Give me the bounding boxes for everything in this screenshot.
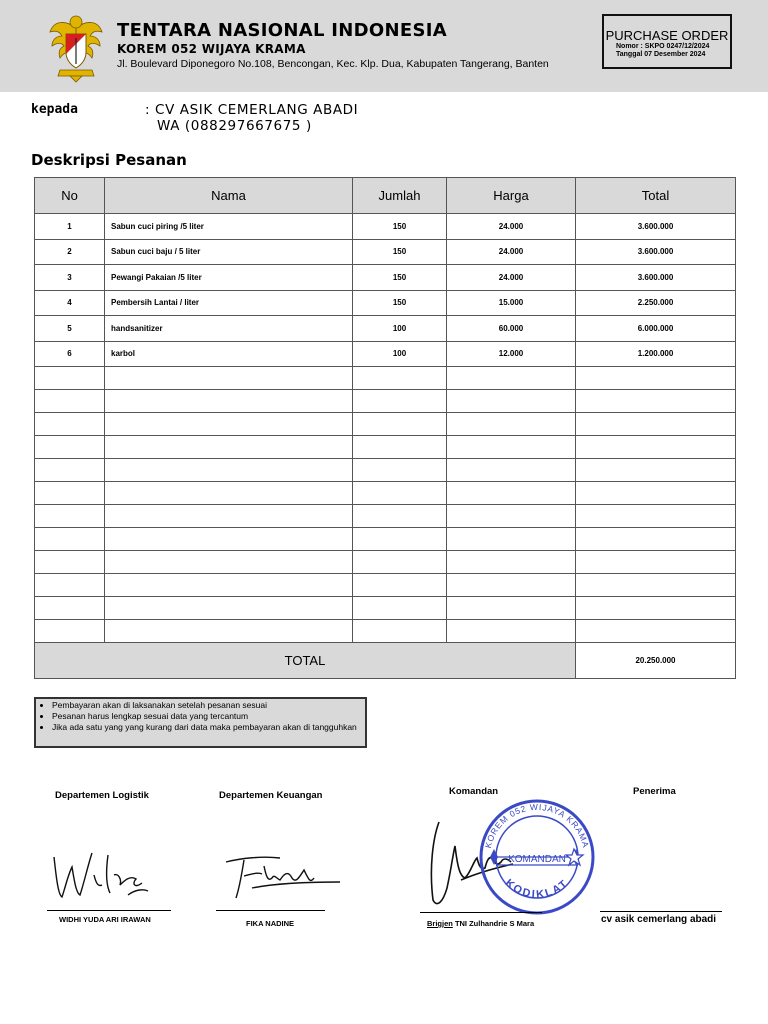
po-date: Tanggal 07 Desember 2024 bbox=[616, 51, 706, 58]
total-label: TOTAL bbox=[35, 643, 576, 679]
cell-nama: Pewangi Pakaian /5 liter bbox=[105, 265, 353, 291]
note-item: • Pembayaran akan di laksanakan setelah pesanan sesuai bbox=[52, 700, 365, 711]
cell-jumlah: 150 bbox=[353, 290, 447, 316]
cell-nama: Pembersih Lantai / liter bbox=[105, 290, 353, 316]
cell-nama: handsanitizer bbox=[105, 316, 353, 342]
empty-cell bbox=[35, 413, 105, 436]
table-row bbox=[35, 316, 736, 342]
header-nama: Nama bbox=[105, 178, 353, 214]
tni-emblem-icon bbox=[48, 10, 104, 84]
cell-no: 4 bbox=[35, 290, 105, 316]
cell-harga: 12.000 bbox=[447, 341, 576, 367]
empty-cell bbox=[447, 551, 576, 574]
cell-nama: karbol bbox=[105, 341, 353, 367]
empty-cell bbox=[576, 597, 736, 620]
empty-cell bbox=[576, 528, 736, 551]
empty-cell bbox=[353, 436, 447, 459]
empty-cell bbox=[105, 528, 353, 551]
empty-cell bbox=[447, 597, 576, 620]
sig-rank-komandan: Brigjen bbox=[427, 919, 453, 928]
empty-cell bbox=[35, 528, 105, 551]
empty-cell bbox=[576, 390, 736, 413]
sig-label-logistik: Departemen Logistik bbox=[55, 790, 149, 801]
komandan-stamp bbox=[476, 797, 598, 917]
total-row bbox=[35, 643, 736, 679]
empty-cell bbox=[105, 459, 353, 482]
table-row bbox=[35, 290, 736, 316]
empty-cell bbox=[447, 574, 576, 597]
cell-total: 2.250.000 bbox=[576, 290, 736, 316]
empty-table-row bbox=[35, 574, 736, 597]
empty-cell bbox=[576, 505, 736, 528]
org-title: TENTARA NASIONAL INDONESIA bbox=[117, 20, 447, 41]
empty-table-row bbox=[35, 436, 736, 459]
sig-name-komandan bbox=[427, 919, 534, 928]
note-item: • Pesanan harus lengkap sesuai data yang tercantum bbox=[52, 711, 365, 722]
empty-cell bbox=[447, 482, 576, 505]
cell-harga: 15.000 bbox=[447, 290, 576, 316]
empty-table-row bbox=[35, 367, 736, 390]
empty-cell bbox=[353, 367, 447, 390]
cell-nama: Sabun cuci piring /5 liter bbox=[105, 214, 353, 240]
cell-no: 1 bbox=[35, 214, 105, 240]
sig-line-keuangan bbox=[216, 910, 325, 911]
sig-name-keuangan: FIKA NADINE bbox=[246, 919, 295, 928]
empty-cell bbox=[35, 574, 105, 597]
signature-logistik bbox=[48, 845, 153, 905]
empty-cell bbox=[447, 528, 576, 551]
empty-cell bbox=[353, 505, 447, 528]
sig-name-logistik: WIDHI YUDA ARI IRAWAN bbox=[59, 915, 151, 924]
empty-cell bbox=[447, 413, 576, 436]
table-header-row bbox=[35, 178, 736, 214]
empty-table-row bbox=[35, 505, 736, 528]
empty-cell bbox=[353, 413, 447, 436]
empty-cell bbox=[105, 597, 353, 620]
stamp-top-text: KOREM 052 WIJAYA KRAMA bbox=[482, 801, 592, 850]
empty-cell bbox=[35, 551, 105, 574]
cell-no: 3 bbox=[35, 265, 105, 291]
empty-cell bbox=[35, 390, 105, 413]
empty-cell bbox=[447, 390, 576, 413]
empty-cell bbox=[576, 413, 736, 436]
recipient-phone: WA (088297667675 ) bbox=[157, 118, 312, 134]
sig-line-penerima bbox=[600, 911, 722, 912]
empty-cell bbox=[576, 574, 736, 597]
empty-table-row bbox=[35, 551, 736, 574]
signature-keuangan bbox=[222, 848, 342, 906]
empty-cell bbox=[35, 620, 105, 643]
empty-cell bbox=[576, 482, 736, 505]
empty-cell bbox=[35, 436, 105, 459]
empty-table-row bbox=[35, 413, 736, 436]
cell-harga: 24.000 bbox=[447, 239, 576, 265]
cell-total: 3.600.000 bbox=[576, 214, 736, 240]
empty-table-row bbox=[35, 597, 736, 620]
empty-cell bbox=[353, 528, 447, 551]
po-number: Nomor : SKPO 0247/12/2024 bbox=[616, 43, 710, 50]
empty-cell bbox=[576, 551, 736, 574]
cell-jumlah: 150 bbox=[353, 214, 447, 240]
empty-cell bbox=[447, 459, 576, 482]
empty-cell bbox=[447, 436, 576, 459]
empty-cell bbox=[576, 436, 736, 459]
table-row bbox=[35, 239, 736, 265]
empty-cell bbox=[447, 367, 576, 390]
empty-cell bbox=[105, 482, 353, 505]
payment-notes bbox=[34, 697, 367, 748]
cell-harga: 24.000 bbox=[447, 214, 576, 240]
empty-cell bbox=[353, 551, 447, 574]
cell-jumlah: 100 bbox=[353, 341, 447, 367]
po-title: PURCHASE ORDER bbox=[605, 28, 729, 43]
table-row bbox=[35, 265, 736, 291]
empty-table-row bbox=[35, 459, 736, 482]
header-harga: Harga bbox=[447, 178, 576, 214]
empty-cell bbox=[105, 574, 353, 597]
cell-no: 5 bbox=[35, 316, 105, 342]
empty-table-row bbox=[35, 620, 736, 643]
empty-table-row bbox=[35, 482, 736, 505]
empty-cell bbox=[105, 390, 353, 413]
cell-total: 6.000.000 bbox=[576, 316, 736, 342]
cell-harga: 60.000 bbox=[447, 316, 576, 342]
stamp-bottom-text: KODIKLAT bbox=[502, 877, 572, 901]
cell-total: 3.600.000 bbox=[576, 239, 736, 265]
cell-no: 6 bbox=[35, 341, 105, 367]
empty-cell bbox=[353, 574, 447, 597]
table-row bbox=[35, 214, 736, 240]
empty-cell bbox=[353, 390, 447, 413]
org-subtitle: KOREM 052 WIJAYA KRAMA bbox=[117, 42, 306, 56]
sig-line-logistik bbox=[47, 910, 171, 911]
sig-label-keuangan: Departemen Keuangan bbox=[219, 790, 323, 801]
table-row bbox=[35, 341, 736, 367]
empty-cell bbox=[105, 413, 353, 436]
empty-cell bbox=[576, 367, 736, 390]
empty-cell bbox=[105, 505, 353, 528]
svg-text:KODIKLAT bbox=[503, 877, 572, 901]
cell-nama: Sabun cuci baju / 5 liter bbox=[105, 239, 353, 265]
purchase-order-box bbox=[602, 14, 732, 69]
empty-cell bbox=[35, 459, 105, 482]
org-address: Jl. Boulevard Diponegoro No.108, Bencongan, Kec. Klp. Dua, Kabupaten Tangerang, Banten bbox=[117, 58, 549, 70]
empty-cell bbox=[35, 482, 105, 505]
cell-total: 3.600.000 bbox=[576, 265, 736, 291]
cell-harga: 24.000 bbox=[447, 265, 576, 291]
order-table bbox=[34, 177, 736, 679]
empty-cell bbox=[353, 459, 447, 482]
sig-name-penerima: cv asik cemerlang abadi bbox=[601, 914, 717, 925]
empty-cell bbox=[353, 620, 447, 643]
sig-label-komandan: Komandan bbox=[449, 786, 499, 797]
recipient-label: kepada bbox=[31, 102, 78, 117]
header-total: Total bbox=[576, 178, 736, 214]
stamp-middle-text: KOMANDAN bbox=[508, 854, 566, 865]
cell-jumlah: 100 bbox=[353, 316, 447, 342]
empty-cell bbox=[105, 620, 353, 643]
cell-no: 2 bbox=[35, 239, 105, 265]
recipient-name: : CV ASIK CEMERLANG ABADI bbox=[145, 102, 359, 118]
cell-jumlah: 150 bbox=[353, 239, 447, 265]
sig-fullname-komandan: TNI Zulhandrie S Mara bbox=[454, 919, 535, 928]
letterhead bbox=[0, 0, 768, 92]
sig-line-komandan bbox=[420, 912, 542, 913]
header-jumlah: Jumlah bbox=[353, 178, 447, 214]
cell-total: 1.200.000 bbox=[576, 341, 736, 367]
empty-cell bbox=[447, 505, 576, 528]
empty-cell bbox=[353, 482, 447, 505]
section-title: Deskripsi Pesanan bbox=[31, 151, 187, 169]
empty-cell bbox=[353, 597, 447, 620]
empty-table-row bbox=[35, 390, 736, 413]
empty-cell bbox=[105, 551, 353, 574]
empty-cell bbox=[447, 620, 576, 643]
cell-jumlah: 150 bbox=[353, 265, 447, 291]
empty-cell bbox=[35, 597, 105, 620]
header-no: No bbox=[35, 178, 105, 214]
empty-cell bbox=[576, 459, 736, 482]
total-value: 20.250.000 bbox=[576, 643, 736, 679]
sig-label-penerima: Penerima bbox=[633, 786, 676, 797]
empty-cell bbox=[35, 367, 105, 390]
empty-table-row bbox=[35, 528, 736, 551]
note-item: • Jika ada satu yang yang kurang dari data maka pembayaran akan di tangguhkan bbox=[52, 722, 365, 733]
empty-cell bbox=[35, 505, 105, 528]
empty-cell bbox=[105, 436, 353, 459]
empty-cell bbox=[105, 367, 353, 390]
empty-cell bbox=[576, 620, 736, 643]
